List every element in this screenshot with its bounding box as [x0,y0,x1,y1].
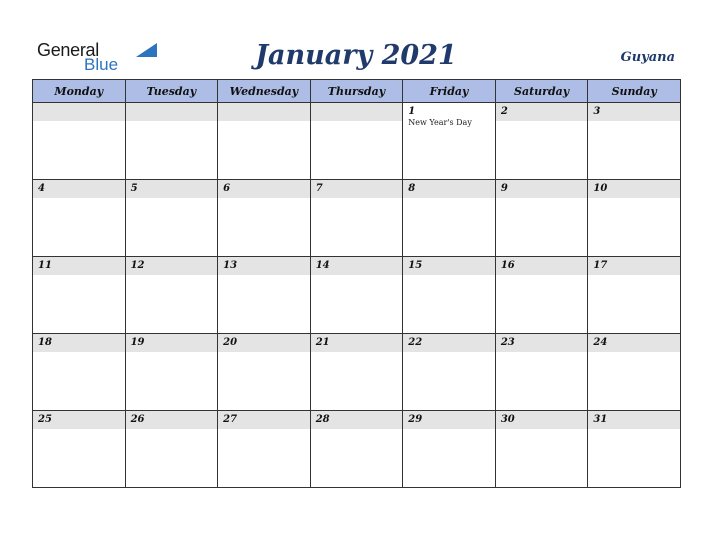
day-number: 7 [311,180,403,198]
day-number: 5 [126,180,218,198]
day-number: 24 [588,334,680,352]
weekday-header: Sunday [588,80,681,103]
day-number: 11 [33,257,125,275]
week-row [33,180,681,257]
day-cell [495,103,588,180]
day-number [218,103,310,121]
day-number [33,103,125,121]
day-number: 8 [403,180,495,198]
day-number: 14 [311,257,403,275]
day-cell [588,257,681,334]
day-cell [33,411,126,488]
weekday-header-row [33,80,681,103]
day-number: 1 [403,103,495,121]
day-cell [218,257,311,334]
logo-word-blue: Blue [84,55,119,74]
day-number: 15 [403,257,495,275]
day-number: 17 [588,257,680,275]
week-row [33,334,681,411]
weekday-header: Wednesday [218,80,311,103]
calendar-title: January 2021 [255,40,457,71]
day-cell [33,334,126,411]
day-number: 4 [33,180,125,198]
week-row [33,411,681,488]
day-cell [403,180,496,257]
day-number: 18 [33,334,125,352]
day-number: 19 [126,334,218,352]
day-number: 23 [496,334,588,352]
day-cell [403,334,496,411]
country-label: Guyana [620,50,675,65]
day-cell [125,103,218,180]
day-cell [125,257,218,334]
day-cell [588,180,681,257]
day-number: 25 [33,411,125,429]
day-number: 28 [311,411,403,429]
day-number: 2 [496,103,588,121]
day-cell [125,411,218,488]
weekday-header: Saturday [495,80,588,103]
weekday-header: Tuesday [125,80,218,103]
day-number: 12 [126,257,218,275]
day-cell [125,180,218,257]
week-row [33,257,681,334]
day-cell [33,257,126,334]
day-number: 22 [403,334,495,352]
day-number: 16 [496,257,588,275]
day-cell [495,180,588,257]
day-cell [588,411,681,488]
logo-word-general: General [37,40,99,60]
day-cell [125,334,218,411]
day-number: 21 [311,334,403,352]
day-cell [218,103,311,180]
day-number [311,103,403,121]
day-number [126,103,218,121]
day-number: 9 [496,180,588,198]
day-cell [33,103,126,180]
day-number: 30 [496,411,588,429]
day-cell [310,257,403,334]
day-number: 26 [126,411,218,429]
holiday-label: New Year's Day [408,118,472,127]
day-cell [403,103,496,180]
day-number: 6 [218,180,310,198]
day-cell [588,334,681,411]
weekday-header: Thursday [310,80,403,103]
day-cell [403,257,496,334]
day-cell [218,334,311,411]
day-number: 29 [403,411,495,429]
day-number: 13 [218,257,310,275]
day-cell [495,257,588,334]
weekday-header: Friday [403,80,496,103]
day-cell [310,411,403,488]
day-cell [403,411,496,488]
day-cell [588,103,681,180]
day-cell [310,103,403,180]
day-number: 3 [588,103,680,121]
day-cell [218,411,311,488]
day-cell [310,334,403,411]
day-cell [218,180,311,257]
calendar-grid [32,79,681,488]
day-number: 10 [588,180,680,198]
day-cell [495,411,588,488]
day-cell [495,334,588,411]
day-number: 20 [218,334,310,352]
weekday-header: Monday [33,80,126,103]
day-cell [33,180,126,257]
week-row [33,103,681,180]
day-number: 27 [218,411,310,429]
day-number: 31 [588,411,680,429]
day-cell [310,180,403,257]
